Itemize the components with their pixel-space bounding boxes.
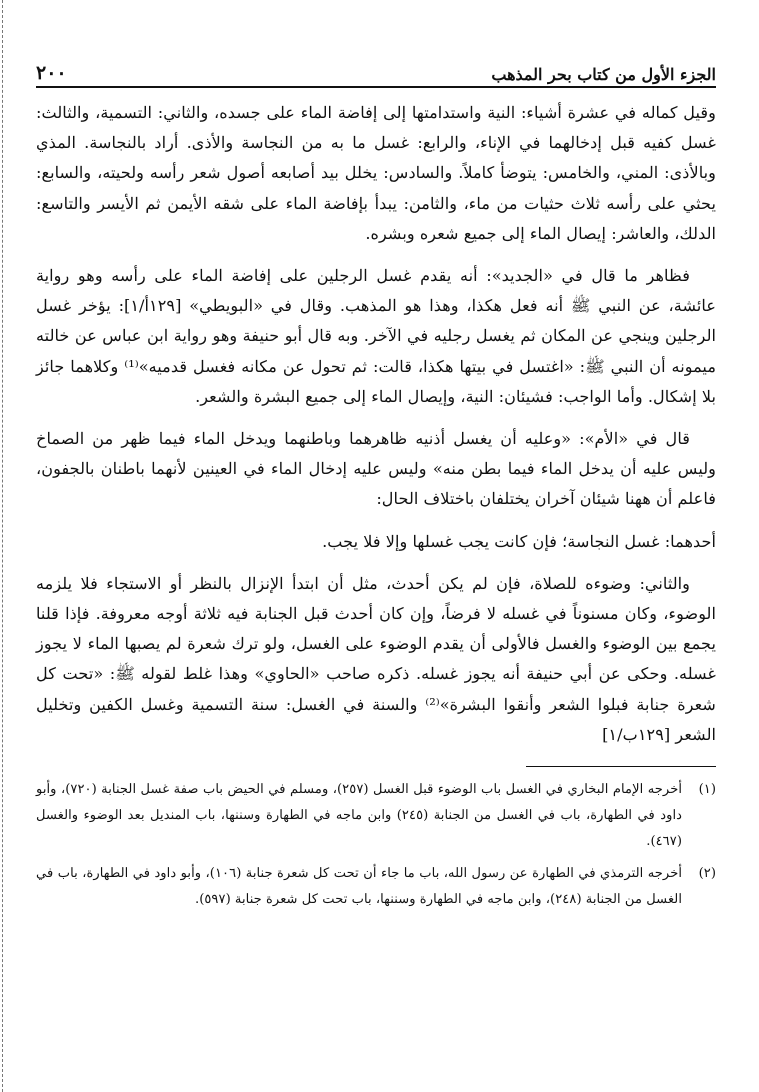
scan-gutter-line bbox=[2, 0, 4, 1092]
footnote-separator bbox=[526, 766, 716, 767]
paragraph-4: أحدهما: غسل النجاسة؛ فإن كانت يجب غسلها وإلا فلا يجب. bbox=[322, 531, 716, 551]
page-header bbox=[36, 56, 716, 88]
footnote-number: (١) bbox=[698, 782, 716, 798]
running-title: الجزء الأول من كتاب بحر المذهب bbox=[491, 65, 716, 84]
main-text bbox=[36, 98, 716, 750]
footnotes bbox=[36, 777, 716, 913]
page-number: ٢٠٠ bbox=[36, 62, 67, 84]
book-page bbox=[36, 56, 716, 1076]
footnote-text: أخرجه الترمذي في الطهارة عن رسول الله، باب ما جاء أن تحت كل شعرة جنابة (١٠٦)، وأبو داود في الطهارة، باب في الغسل من الجنابة (٢٤٨)، وابن ماجه في الطهارة وسننها، باب تحت كل شعرة جنابة (٥٩٧). bbox=[36, 866, 683, 908]
paragraph-2: فظاهر ما قال في «الجديد»: أنه يقدم غسل الرجلين على إفاضة الماء على رأسه وهو رواية عائشة، عن النبي ﷺ أنه فعل هكذا، وهذا هو المذهب. وقال في «البويطي» [١٢٩أ/١]: يؤخر غسل الرجلين وينجي عن المكان ثم يغسل رجليه في الآخر. وبه قال أبو حنيفة وهو رواية ابن عباس عن خالته ميمونه أن النبي ﷺ: «اغتسل في بيتها هكذا، قالت: ثم تحول عن مكانه فغسل قدميه»⁽¹⁾ وكلاهما جائز بلا إشكال. وأما الواجب: فشيئان: النية، وإيصال الماء إلى جميع البشرة والشعر. bbox=[36, 266, 717, 406]
footnote-number: (٢) bbox=[698, 866, 716, 882]
paragraph-1: وقيل كماله في عشرة أشياء: النية واستدامتها إلى إفاضة الماء على جسده، والثاني: التسمية، والثالث: غسل كفيه قبل إدخالهما في الإناء، والرابع: غسل ما به من النجاسة والأذى. أراد بالنجاسة. المذي وبالأذى: المني، والخامس: يتوضأ كاملاً. والسادس: يخلل بيد أصابعه أصول شعر رأسه ولحيته، والسابع: يحثي على رأسه ثلاث حثيات من ماء، والثامن: يبدأ بإفاضة الماء على شقه الأيمن ثم الأيسر والتاسع: الدلك، والعاشر: إيصال الماء إلى جميع شعره وبشره. bbox=[36, 103, 716, 243]
footnote-1 bbox=[36, 777, 716, 855]
paragraph-5: والثاني: وضوءه للصلاة، فإن لم يكن أحدث، مثل أن ابتدأ الإنزال بالنظر أو الاستجاء فلا يلزمه الوضوء، وكان مسنوناً في غسله لا فرضاً، وإن كان أحدث قبل الجنابة فيه ثلاثة أوجه معروفة. فإذا قلنا يجمع بين الوضوء والغسل فالأولى أن يقدم الوضوء على الغسل، ولو ترك شعرة لم يصبها الماء لا يجوز غسله. وحكى عن أبي حنيفة أنه يجوز غسله. ذكره صاحب «الحاوي» وهذا غلط لقوله ﷺ: «تحت كل شعرة جنابة فبلوا الشعر وأنقوا البشرة»⁽²⁾ والسنة في الغسل: سنة التسمية وغسل الكفين وتخليل الشعر [١٢٩ب/١] bbox=[36, 573, 716, 744]
paragraph-3: قال في «الأم»: «وعليه أن يغسل أذنيه ظاهرهما وباطنهما ويدخل الماء فيما ظهر من الصماخ وليس عليه أن يدخل الماء فيما بطن منه» وليس عليه إدخال الماء في العينين لأنهما باطنان بالجفون، فاعلم أن ههنا شيئان آخران يختلفان باختلاف الحال: bbox=[36, 429, 716, 509]
footnote-2 bbox=[36, 861, 716, 913]
footnote-text: أخرجه الإمام البخاري في الغسل باب الوضوء قبل الغسل (٢٥٧)، ومسلم في الحيض باب صفة غسل الجنابة (٧٢٠)، وأبو داود في الطهارة، باب في الغسل من الجنابة (٢٤٥) وابن ماجه في الطهارة وسننها، باب المنديل بعد الوضوء والغسل (٤٦٧). bbox=[36, 782, 683, 850]
